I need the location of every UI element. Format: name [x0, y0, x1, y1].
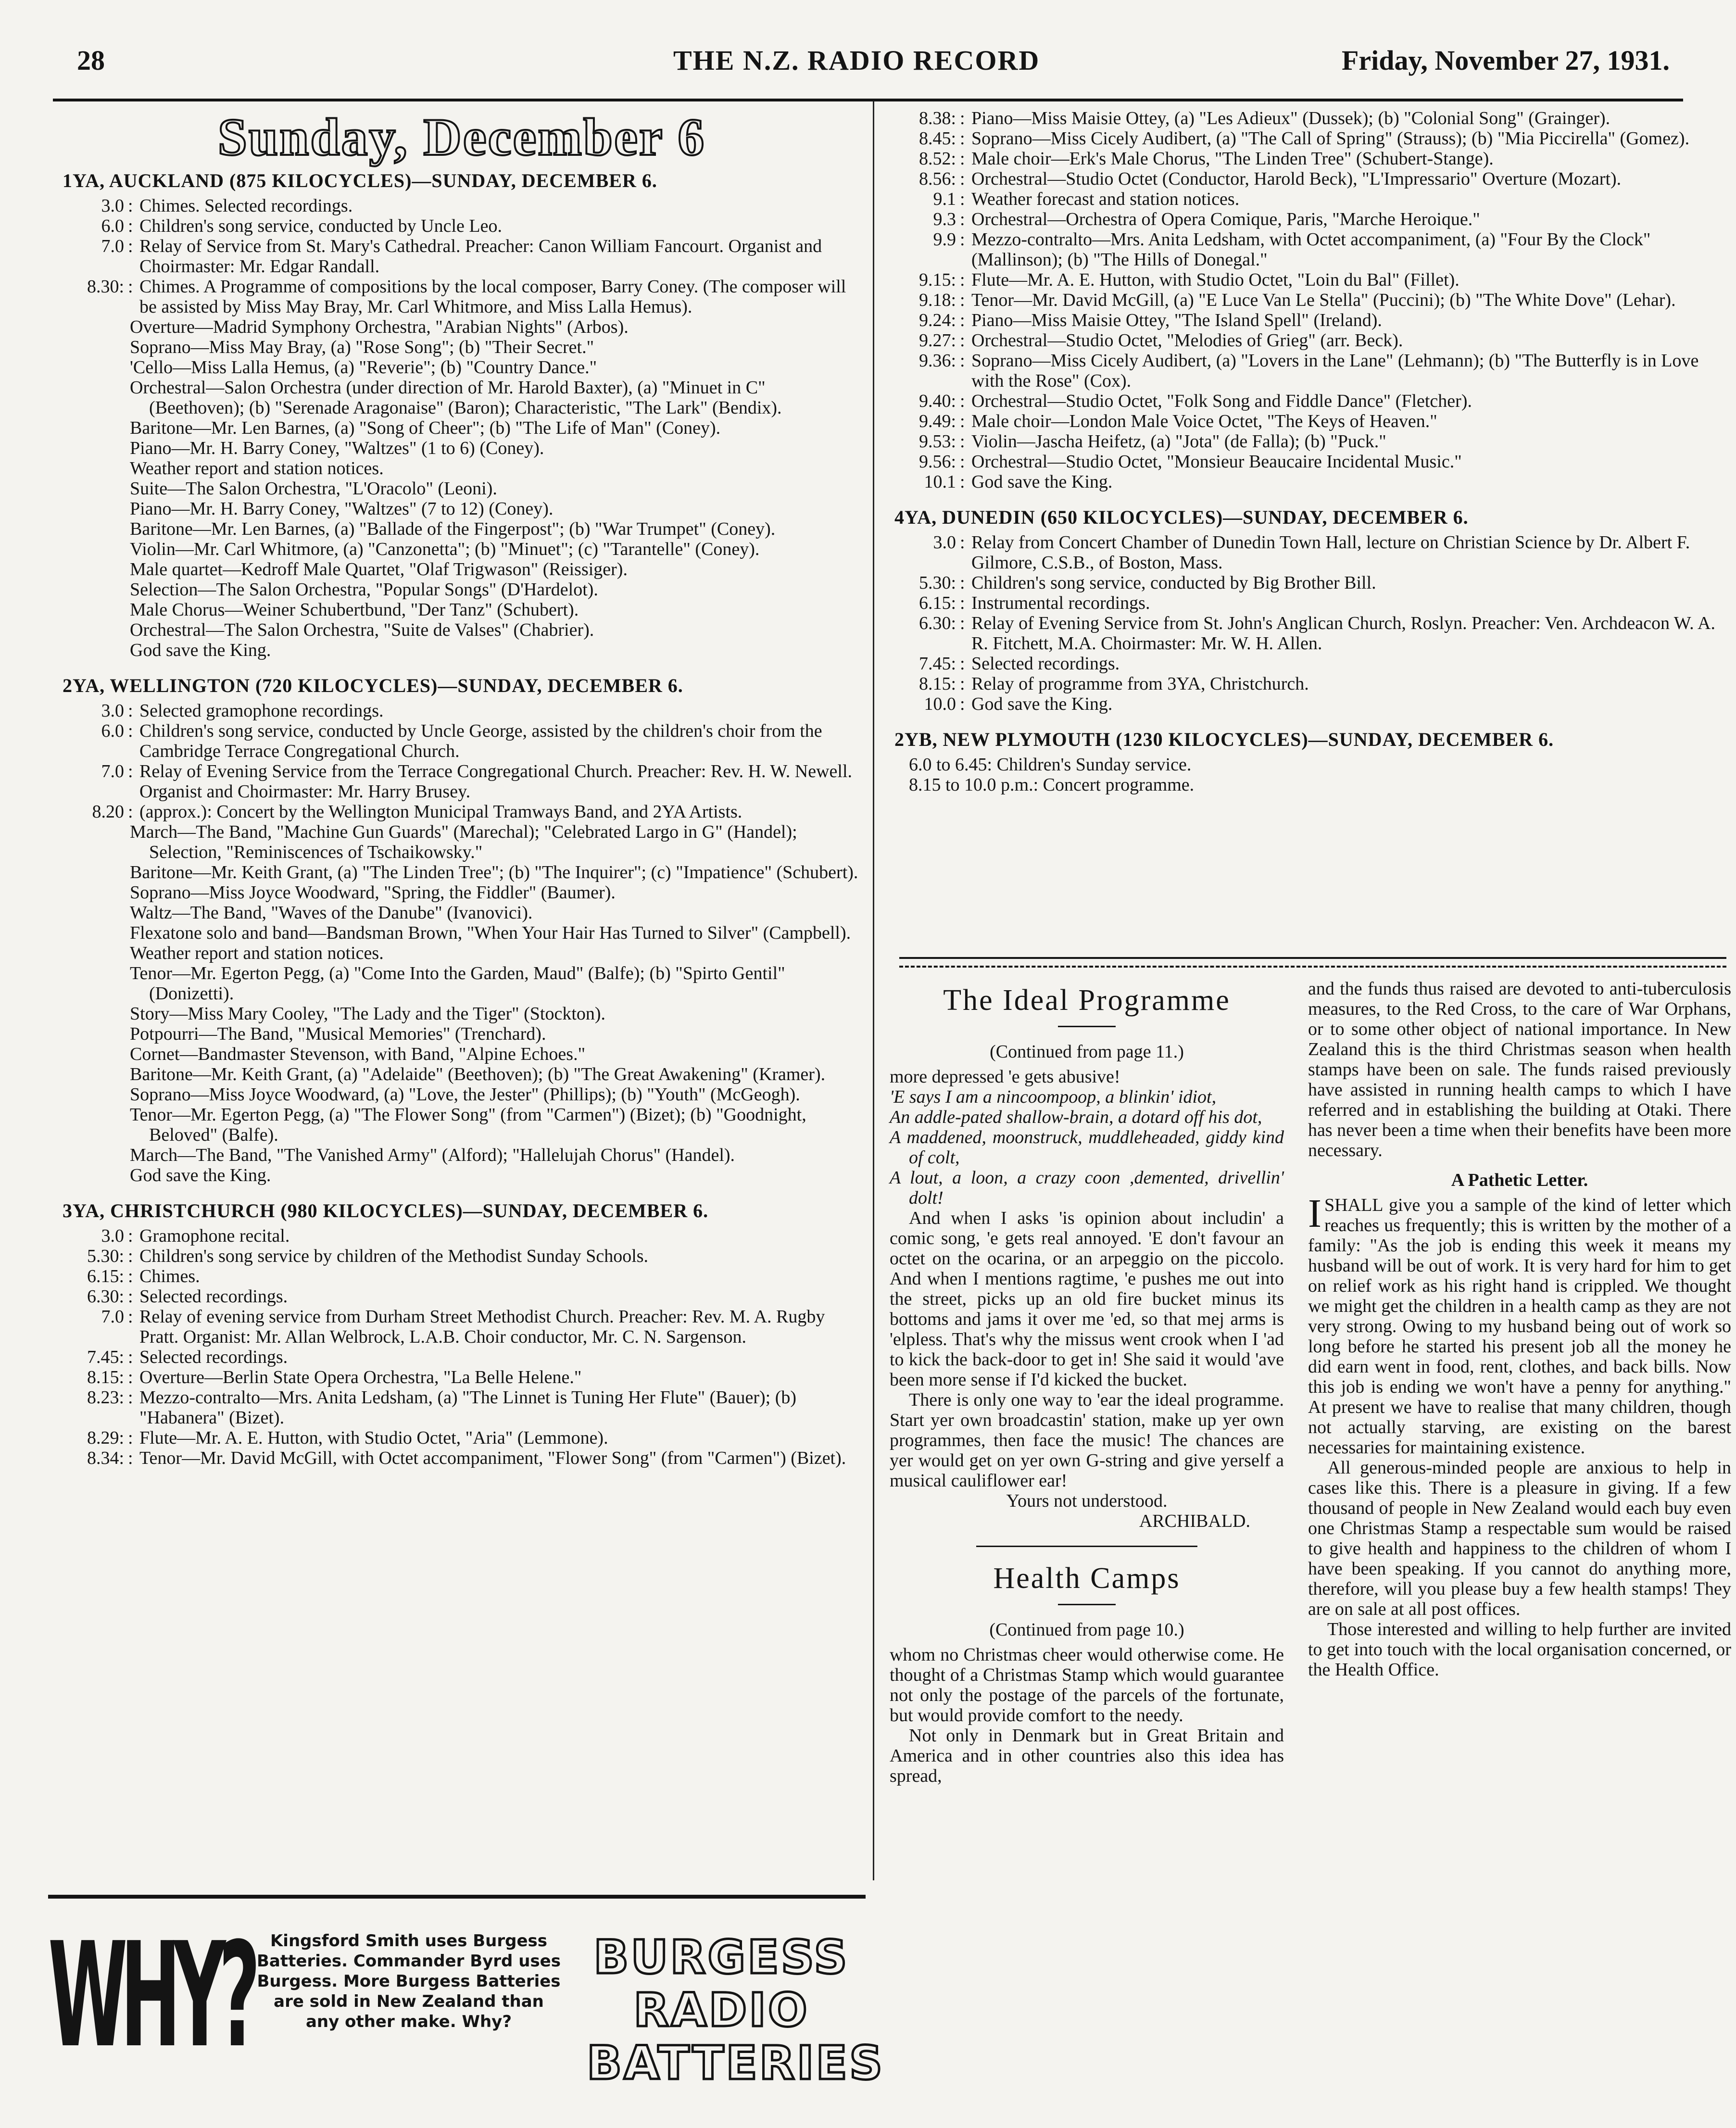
program-item: Tenor—Mr. Egerton Pegg, (a) "Come Into the Garden, Maud" (Balfe); (b) "Spirto Gentil" (Donizetti). — [130, 963, 785, 1004]
article-paragraph — [1308, 1191, 1731, 1458]
schedule-entry — [63, 721, 861, 761]
subheading: A Pathetic Letter. — [1451, 1170, 1588, 1190]
entry-colon: : — [960, 452, 965, 472]
program-item: Suite—The Salon Orchestra, "L'Oracolo" (Leoni). — [130, 478, 497, 499]
entry-colon: : — [128, 277, 133, 297]
program-item: Soprano—Miss Joyce Woodward, "Spring, the Fiddler" (Baumer). — [130, 882, 616, 903]
entry-colon: : — [960, 593, 965, 613]
entry-colon: : — [960, 573, 965, 593]
entry-colon: : — [128, 1428, 133, 1448]
entry-time: 3.0 — [101, 701, 124, 721]
entry-time: 9.24: — [918, 310, 956, 330]
entry-time: 9.15: — [918, 270, 956, 290]
entry-description: Soprano—Miss Cicely Audibert, (a) "The Call of Spring" (Strauss); (b) "Mia Piccirella" (Gomez). — [971, 128, 1690, 149]
entry-description: Violin—Jascha Heifetz, (a) "Jota" (de Falla); (b) "Puck." — [971, 431, 1386, 452]
entry-time: 7.0 — [101, 761, 124, 781]
entry-colon: : — [960, 209, 965, 229]
schedule-entry — [63, 196, 861, 216]
schedule-entry — [894, 452, 1722, 472]
entry-description: (approx.): Concert by the Wellington Municipal Tramways Band, and 2YA Artists. — [139, 802, 742, 822]
schedule-entry — [894, 149, 1722, 169]
entry-colon: : — [128, 196, 133, 216]
entry-colon: : — [960, 532, 965, 553]
entry-description: Tenor—Mr. David McGill, with Octet accompaniment, "Flower Song" (from "Carmen") (Bizet). — [139, 1448, 846, 1468]
program-item: Baritone—Mr. Len Barnes, (a) "Song of Cheer"; (b) "The Life of Man" (Coney). — [130, 418, 721, 438]
day-title: Sunday, December 6 — [217, 108, 706, 166]
article-column-1 — [890, 979, 1284, 1786]
entry-time: 9.53: — [918, 431, 956, 452]
entry-colon: : — [960, 330, 965, 351]
entry-colon: : — [128, 236, 133, 256]
page-number: 28 — [77, 45, 105, 76]
program-item: March—The Band, "The Vanished Army" (Alford); "Hallelujah Chorus" (Handel). — [130, 1145, 735, 1165]
schedule-entry — [894, 391, 1722, 411]
entry-time: 8.30: — [87, 277, 124, 297]
schedule-entry — [894, 330, 1722, 351]
article-separator — [976, 1546, 1197, 1547]
entry-description: Male choir—London Male Voice Octet, "The Keys of Heaven." — [971, 411, 1437, 431]
schedule-entry — [63, 701, 861, 721]
station-heading-2yb: 2YB, NEW PLYMOUTH (1230 KILOCYCLES)—SUNDAY, DECEMBER 6. — [894, 729, 1554, 750]
entry-time: 8.23: — [87, 1387, 124, 1408]
entry-colon: : — [128, 1266, 133, 1286]
schedule-entry — [894, 694, 1722, 714]
entry-colon: : — [128, 216, 133, 236]
left-column — [63, 108, 861, 1468]
entry-colon: : — [960, 472, 965, 492]
title-rule — [1058, 1026, 1116, 1027]
schedule-3ya-part2 — [894, 108, 1722, 492]
ad-why-headline: WHY? — [48, 1912, 253, 2079]
entry-description: Chimes. Selected recordings. — [139, 196, 353, 216]
entry-colon: : — [960, 411, 965, 431]
entry-time: 10.1 — [924, 472, 956, 492]
continued-note: (Continued from page 11.) — [990, 1042, 1184, 1062]
entry-colon: : — [128, 802, 133, 822]
article-text: more depressed 'e gets abusive! — [890, 1067, 1120, 1087]
entry-colon: : — [128, 1347, 133, 1367]
entry-description: Mezzo-contralto—Mrs. Anita Ledsham, (a) "The Linnet is Tuning Her Flute" (Bauer); (b) "Habanera" (Bizet). — [139, 1387, 796, 1428]
entry-time: 6.15: — [918, 593, 956, 613]
program-item: Baritone—Mr. Keith Grant, (a) "The Linden Tree"; (b) "The Inquirer"; (c) "Impatience" (Schubert). — [130, 862, 858, 882]
poem — [890, 1087, 1284, 1208]
entry-description: Chimes. — [139, 1266, 200, 1286]
entry-description: Instrumental recordings. — [971, 593, 1150, 613]
entry-time: 10.0 — [924, 694, 956, 714]
entry-description: Relay of Service from St. Mary's Cathedral. Preacher: Canon William Fancourt. Organist and Choirmaster: Mr. Edgar Randall. — [139, 236, 822, 277]
brand-line: RADIO — [633, 1983, 809, 2037]
entry-time: 9.3 — [933, 209, 956, 229]
article-paragraph: There is only one way to 'ear the ideal programme. Start yer own broadcastin' station, make up yer own programmes, then face the music! The chances are yer would get on yer own G-string and give yerself a musical cauliflower ear! — [890, 1390, 1284, 1491]
entry-time: 6.30: — [87, 1286, 124, 1307]
entry-colon: : — [960, 674, 965, 694]
schedule-entry — [63, 216, 861, 236]
entry-description: Gramophone recital. — [139, 1226, 290, 1246]
schedule-2ya — [63, 701, 861, 822]
schedule-2yb — [894, 755, 1722, 795]
poem-line: A maddened, moonstruck, muddleheaded, giddy kind of colt, — [890, 1127, 1284, 1168]
entry-description: Relay of Evening Service from the Terrace Congregational Church. Preacher: Rev. H. W. Newell. Organist and Choirmaster: Mr. Harry Brusey. — [139, 761, 853, 802]
entry-time: 9.36: — [918, 351, 956, 371]
entry-description: Selected recordings. — [139, 1347, 288, 1367]
entry-colon: : — [960, 189, 965, 209]
entry-colon: : — [960, 391, 965, 411]
entry-time: 8.56: — [918, 169, 956, 189]
entry-colon: : — [960, 654, 965, 674]
program-item: God save the King. — [130, 1165, 271, 1185]
schedule-entry — [63, 1266, 861, 1286]
entry-colon: : — [960, 694, 965, 714]
schedule-entry — [63, 1307, 861, 1347]
entry-time: 7.45: — [918, 654, 956, 674]
entry-description: Orchestral—Studio Octet, "Monsieur Beaucaire Incidental Music." — [971, 452, 1462, 472]
entry-description: Relay of Evening Service from St. John's Anglican Church, Roslyn. Preacher: Ven. Archdeacon W. A. R. Fitchett, M.A. Choirmaster: Mr. W. H. Allen. — [971, 613, 1715, 654]
article-paragraph: Those interested and willing to help further are invited to get into touch with the local organisation concerned, or the Health Office. — [1308, 1619, 1731, 1680]
entry-time: 8.45: — [918, 128, 956, 149]
schedule-entry — [894, 351, 1722, 391]
schedule-entry — [63, 1428, 861, 1448]
program-item: March—The Band, "Machine Gun Guards" (Marechal); "Celebrated Largo in G" (Handel); Selection, "Reminiscences of Tschaikowsky." — [130, 822, 797, 862]
entry-description: Orchestral—Studio Octet (Conductor, Harold Beck), "L'Impressario" Overture (Mozart). — [971, 169, 1622, 189]
program-item: Violin—Mr. Carl Whitmore, (a) "Canzonetta"; (b) "Minuet"; (c) "Tarantelle" (Coney). — [130, 539, 760, 559]
entry-time: 8.34: — [87, 1448, 124, 1468]
schedule-entry — [894, 654, 1722, 674]
entry-description: Male choir—Erk's Male Chorus, "The Linden Tree" (Schubert-Stange). — [971, 149, 1494, 169]
entry-time: 8.29: — [87, 1428, 124, 1448]
entry-time: 8.38: — [918, 108, 956, 128]
entry-time: 8.20 — [92, 802, 124, 822]
entry-description: Orchestral—Orchestra of Opera Comique, Paris, "Marche Heroique." — [971, 209, 1480, 229]
entry-description: Relay of programme from 3YA, Christchurch. — [971, 674, 1309, 694]
entry-description: Relay from Concert Chamber of Dunedin Town Hall, lecture on Christian Science by Dr. Albert F. Gilmore, C.S.B., of Boston, Mass. — [971, 532, 1690, 573]
issue-date: Friday, November 27, 1931. — [1342, 45, 1670, 76]
schedule-entry — [894, 128, 1722, 149]
article-title-ideal: The Ideal Programme — [943, 984, 1231, 1017]
publication-title: THE N.Z. RADIO RECORD — [673, 45, 1040, 76]
entry-colon: : — [960, 613, 965, 633]
ad-rule — [48, 1895, 866, 1903]
schedule-entry — [894, 290, 1722, 310]
schedule-entry — [63, 1387, 861, 1428]
entry-colon: : — [960, 169, 965, 189]
entry-description: Mezzo-contralto—Mrs. Anita Ledsham, with Octet accompaniment, (a) "Four By the Clock" (Mallinson); (b) "The Hills of Donegal." — [971, 229, 1651, 270]
schedule-1ya — [63, 196, 861, 317]
entry-colon: : — [960, 149, 965, 169]
entry-time: 5.30: — [918, 573, 956, 593]
station-heading-2ya: 2YA, WELLINGTON (720 KILOCYCLES)—SUNDAY, DECEMBER 6. — [63, 675, 683, 696]
entry-colon: : — [128, 1448, 133, 1468]
entry-time: 9.1 — [933, 189, 956, 209]
station-heading-1ya: 1YA, AUCKLAND (875 KILOCYCLES)—SUNDAY, DECEMBER 6. — [63, 170, 657, 191]
entry-time: 8.15: — [87, 1367, 124, 1387]
program-item: Orchestral—Salon Orchestra (under direction of Mr. Harold Baxter), (a) "Minuet in C" (Beethoven); (b) "Serenade Aragonaise" (Baron); Characteristic, "The Lark" (Bendix). — [130, 378, 782, 418]
entry-description: Selected gramophone recordings. — [139, 701, 384, 721]
program-item: 'Cello—Miss Lalla Hemus, (a) "Reverie"; (b) "Country Dance." — [130, 357, 597, 378]
article-paragraph: whom no Christmas cheer would otherwise come. He thought of a Christmas Stamp which would guarantee not only the postage of the parcels of the fortunate, but would provide comfort to the needy. — [890, 1645, 1284, 1725]
program-item: Baritone—Mr. Keith Grant, (a) "Adelaide" (Beethoven); (b) "The Great Awakening" (Kramer). — [130, 1064, 826, 1084]
poem-line: 'E says I am a nincoompoop, a blinkin' idiot, — [890, 1087, 1217, 1107]
entry-description: Children's song service, conducted by Big Brother Bill. — [971, 573, 1376, 593]
entry-time: 8.15: — [918, 674, 956, 694]
schedule-entry — [63, 1246, 861, 1266]
entry-description: God save the King. — [971, 694, 1113, 714]
schedule-3ya-part1 — [63, 1226, 861, 1468]
entry-colon: : — [960, 270, 965, 290]
article-paragraph: All generous-minded people are anxious to help in cases like this. There is a pleasure in giving. If a few thousand of people in New Zealand would each buy even one Christmas Stamp a respectable sum would be raised to give health and happiness to the children of whom I have been speaking. If you cannot do anything more, therefore, will you please buy a few health stamps! They are on sale at all post offices. — [1308, 1458, 1731, 1619]
entry-time: 5.30: — [87, 1246, 124, 1266]
entry-colon: : — [128, 1307, 133, 1327]
right-column — [894, 108, 1722, 795]
program-item: Overture—Madrid Symphony Orchestra, "Arabian Nights" (Arbos). — [130, 317, 629, 337]
schedule-entry — [894, 431, 1722, 452]
entry-time: 9.56: — [918, 452, 956, 472]
schedule-entry — [63, 236, 861, 277]
schedule-entry — [894, 613, 1722, 654]
poem-line: A lout, a loon, a crazy coon ,demented, drivellin' dolt! — [890, 1168, 1284, 1208]
entry-time: 6.0 — [101, 721, 124, 741]
entry-time: 8.52: — [918, 149, 956, 169]
signature: ARCHIBALD. — [1139, 1511, 1250, 1531]
schedule-entry — [894, 189, 1722, 209]
schedule-entry — [63, 1226, 861, 1246]
title-rule — [1058, 1604, 1116, 1605]
entry-description: Overture—Berlin State Opera Orchestra, "La Belle Helene." — [139, 1367, 582, 1387]
schedule-entry — [894, 593, 1722, 613]
program-item: Cornet—Bandmaster Stevenson, with Band, "Alpine Echoes." — [130, 1044, 586, 1064]
schedule-entry — [894, 169, 1722, 189]
program-item: Male quartet—Kedroff Male Quartet, "Olaf Trigwason" (Reissiger). — [130, 559, 628, 579]
schedule-entry — [894, 411, 1722, 431]
program-item: Weather report and station notices. — [130, 458, 384, 478]
entry-description: Flute—Mr. A. E. Hutton, with Studio Octet, "Aria" (Lemmone). — [139, 1428, 608, 1448]
article-column-2 — [1308, 979, 1731, 1680]
entry-time: 7.45: — [87, 1347, 124, 1367]
entry-time: 6.15: — [87, 1266, 124, 1286]
ad-body: Kingsford Smith uses Burgess Batteries. Commander Byrd uses Burgess. More Burgess Batteries are sold in New Zealand than any other make. Why? — [257, 1931, 561, 2031]
schedule-entry — [894, 472, 1722, 492]
schedule-4ya — [894, 532, 1722, 714]
burgess-advertisement — [48, 1912, 885, 2123]
article-paragraph: and the funds thus raised are devoted to anti-tuberculosis measures, to the Red Cross, to the care of War Orphans, or to some other object of national importance. In New Zealand this is the third Christmas season when health stamps have been on sale. The funds raised previously have assisted in running health camps to which I have referred and in establishing the building at Otaki. There has never been a time when their benefits have been more necessary. — [1308, 979, 1731, 1160]
station-heading-3ya: 3YA, CHRISTCHURCH (980 KILOCYCLES)—SUNDAY, DECEMBER 6. — [63, 1200, 709, 1221]
continued-note: (Continued from page 10.) — [989, 1620, 1184, 1640]
entry-time: 9.27: — [918, 330, 956, 351]
entry-colon: : — [128, 701, 133, 721]
schedule-entry — [63, 761, 861, 802]
entry-description: Selected recordings. — [139, 1286, 288, 1307]
article-paragraph: And when I asks 'is opinion about includin' a comic song, 'e gets real annoyed. 'E don't favour an octet on the ocarina, or an arpeggio on the piccolo. And when I mentions ragtime, 'e pushes me out into the street, picks up an old fire bucket minus its bottoms and jams it over me 'ed, so that mej arms is 'elpless. That's why the missus went crook when I 'ad to kick the back-door to get in! She said it would 'ave been more sense if I'd kicked the bucket. — [890, 1208, 1284, 1390]
header-rule — [53, 99, 1683, 101]
schedule-entry — [63, 802, 861, 822]
program-item: Soprano—Miss Joyce Woodward, (a) "Love, the Jester" (Phillips); (b) "Youth" (McGeogh). — [130, 1084, 800, 1105]
drop-cap: I — [1308, 1191, 1321, 1236]
entry-time: 9.18: — [918, 290, 956, 310]
schedule-entry — [63, 1448, 861, 1468]
program-2ya — [63, 822, 861, 1185]
entry-time: 9.9 — [933, 229, 956, 250]
entry-time: 9.40: — [918, 391, 956, 411]
entry-colon: : — [960, 290, 965, 310]
entry-time: 3.0 — [101, 196, 124, 216]
schedule-entry — [894, 270, 1722, 290]
entry-time: 9.49: — [918, 411, 956, 431]
entry-description: Soprano—Miss Cicely Audibert, (a) "Lovers in the Lane" (Lehmann); (b) "The Butterfly is in Love with the Rose" (Cox). — [971, 351, 1699, 391]
schedule-entry — [894, 674, 1722, 694]
entry-colon: : — [128, 1387, 133, 1408]
program-1ya — [63, 317, 861, 660]
entry-time: 3.0 — [101, 1226, 124, 1246]
program-item: Orchestral—The Salon Orchestra, "Suite de Valses" (Chabrier). — [130, 620, 594, 640]
program-item: Baritone—Mr. Len Barnes, (a) "Ballade of the Fingerpost"; (b) "War Trumpet" (Coney). — [130, 519, 776, 539]
program-item: Potpourri—The Band, "Musical Memories" (Trenchard). — [130, 1024, 546, 1044]
program-item: Male Chorus—Weiner Schubertbund, "Der Tanz" (Schubert). — [130, 600, 579, 620]
entry-time: 7.0 — [101, 236, 124, 256]
program-item: Piano—Mr. H. Barry Coney, "Waltzes" (1 to 6) (Coney). — [130, 438, 544, 458]
schedule-entry — [63, 1286, 861, 1307]
article-paragraph: Not only in Denmark but in Great Britain and America and in other countries also this idea has spread, — [890, 1725, 1284, 1786]
entry-colon: : — [128, 1246, 133, 1266]
brand-line: BATTERIES — [587, 2036, 885, 2090]
entry-colon: : — [128, 1226, 133, 1246]
entry-colon: : — [960, 229, 965, 250]
entry-time: 6.0 — [101, 216, 124, 236]
station-heading-4ya: 4YA, DUNEDIN (650 KILOCYCLES)—SUNDAY, DECEMBER 6. — [894, 506, 1469, 528]
schedule-entry — [894, 310, 1722, 330]
entry-description: God save the King. — [971, 472, 1113, 492]
entry-colon: : — [128, 1286, 133, 1307]
entry-colon: : — [960, 128, 965, 149]
entry-description: Flute—Mr. A. E. Hutton, with Studio Octet, "Loin du Bal" (Fillet). — [971, 270, 1459, 290]
entry-time: 6.30: — [918, 613, 956, 633]
entry-description: Selected recordings. — [971, 654, 1120, 674]
entry-description: Relay of evening service from Durham Street Methodist Church. Preacher: Rev. M. A. Rugby Pratt. Organist: Mr. Allan Welbrock, L.A.B. Choir conductor, Mr. C. N. Sargenson. — [139, 1307, 825, 1347]
article-title-health: Health Camps — [993, 1562, 1181, 1595]
entry-description: Piano—Miss Maisie Ottey, (a) "Les Adieux" (Dussek); (b) "Colonial Song" (Grainger). — [971, 108, 1610, 128]
entry-colon: : — [960, 310, 965, 330]
brand-line: BURGESS — [593, 1930, 849, 1984]
entry-colon: : — [128, 721, 133, 741]
entry-colon: : — [128, 761, 133, 781]
entry-description: Chimes. A Programme of compositions by the local composer, Barry Coney. (The composer will be assisted by Miss May Bray, Mr. Carl Whitmore, and Miss Lalla Hemus). — [139, 277, 846, 317]
poem-line: An addle-pated shallow-brain, a dotard off his dot, — [890, 1107, 1262, 1127]
program-item: Waltz—The Band, "Waves of the Danube" (Ivanovici). — [130, 903, 533, 923]
entry-description: Children's song service by children of the Methodist Sunday Schools. — [139, 1246, 649, 1266]
entry-description: Tenor—Mr. David McGill, (a) "E Luce Van Le Stella" (Puccini); (b) "The White Dove" (Lehar). — [971, 290, 1676, 310]
program-item: Soprano—Miss May Bray, (a) "Rose Song"; (b) "Their Secret." — [130, 337, 594, 357]
schedule-line: 8.15 to 10.0 p.m.: Concert programme. — [909, 775, 1195, 795]
entry-description: Weather forecast and station notices. — [971, 189, 1240, 209]
program-item: God save the King. — [130, 640, 271, 660]
article-text: SHALL give you a sample of the kind of letter which reaches us frequently; this is written by the mother of a family: "As the job is ending this week it means my husband will be out of work. It is very hard for him to get on relief work as his right hand is crippled. We thought we might get the children in a health camp as they are not very strong. Owing to my husband being out of work so long before he started his present job all the money he did earn went in food, rent, clothes, and back bills. Now this job is ending we won't have a penny for anything." At present we have to realise that many children, though not actually starving, are existing on the barest necessaries for maintaining existence. — [1308, 1195, 1731, 1458]
schedule-line: 6.0 to 6.45: Children's Sunday service. — [909, 755, 1192, 775]
entry-colon: : — [960, 351, 965, 371]
program-item: Tenor—Mr. Egerton Pegg, (a) "The Flower Song" (from "Carmen") (Bizet); (b) "Goodnight, Beloved" (Balfe). — [130, 1105, 806, 1145]
program-item: Weather report and station notices. — [130, 943, 384, 963]
schedule-entry — [894, 108, 1722, 128]
entry-description: Children's song service, conducted by Uncle George, assisted by the children's choir from the Cambridge Terrace Congregational Church. — [139, 721, 822, 761]
entry-time: 7.0 — [101, 1307, 124, 1327]
schedule-entry — [894, 532, 1722, 573]
section-divider — [899, 957, 1726, 968]
entry-description: Orchestral—Studio Octet, "Melodies of Grieg" (arr. Beck). — [971, 330, 1403, 351]
entry-colon: : — [960, 431, 965, 452]
entry-description: Children's song service, conducted by Uncle Leo. — [139, 216, 502, 236]
entry-colon: : — [960, 108, 965, 128]
schedule-entry — [63, 1367, 861, 1387]
schedule-entry — [894, 573, 1722, 593]
program-item: Piano—Mr. H. Barry Coney, "Waltzes" (7 to 12) (Coney). — [130, 499, 554, 519]
schedule-entry — [63, 1347, 861, 1367]
program-item: Flexatone solo and band—Bandsman Brown, "When Your Hair Has Turned to Silver" (Campbell). — [130, 923, 851, 943]
entry-time: 3.0 — [933, 532, 956, 553]
program-item: Story—Miss Mary Cooley, "The Lady and the Tiger" (Stockton). — [130, 1004, 606, 1024]
ad-brand — [587, 1930, 885, 2090]
schedule-entry — [63, 277, 861, 317]
entry-description: Piano—Miss Maisie Ottey, "The Island Spell" (Ireland). — [971, 310, 1382, 330]
closing-line: Yours not understood. — [1006, 1491, 1168, 1511]
column-divider — [873, 101, 874, 1880]
schedule-entry — [894, 209, 1722, 229]
schedule-entry — [894, 229, 1722, 270]
entry-description: Orchestral—Studio Octet, "Folk Song and Fiddle Dance" (Fletcher). — [971, 391, 1472, 411]
entry-colon: : — [128, 1367, 133, 1387]
program-item: Selection—The Salon Orchestra, "Popular Songs" (D'Hardelot). — [130, 579, 598, 600]
